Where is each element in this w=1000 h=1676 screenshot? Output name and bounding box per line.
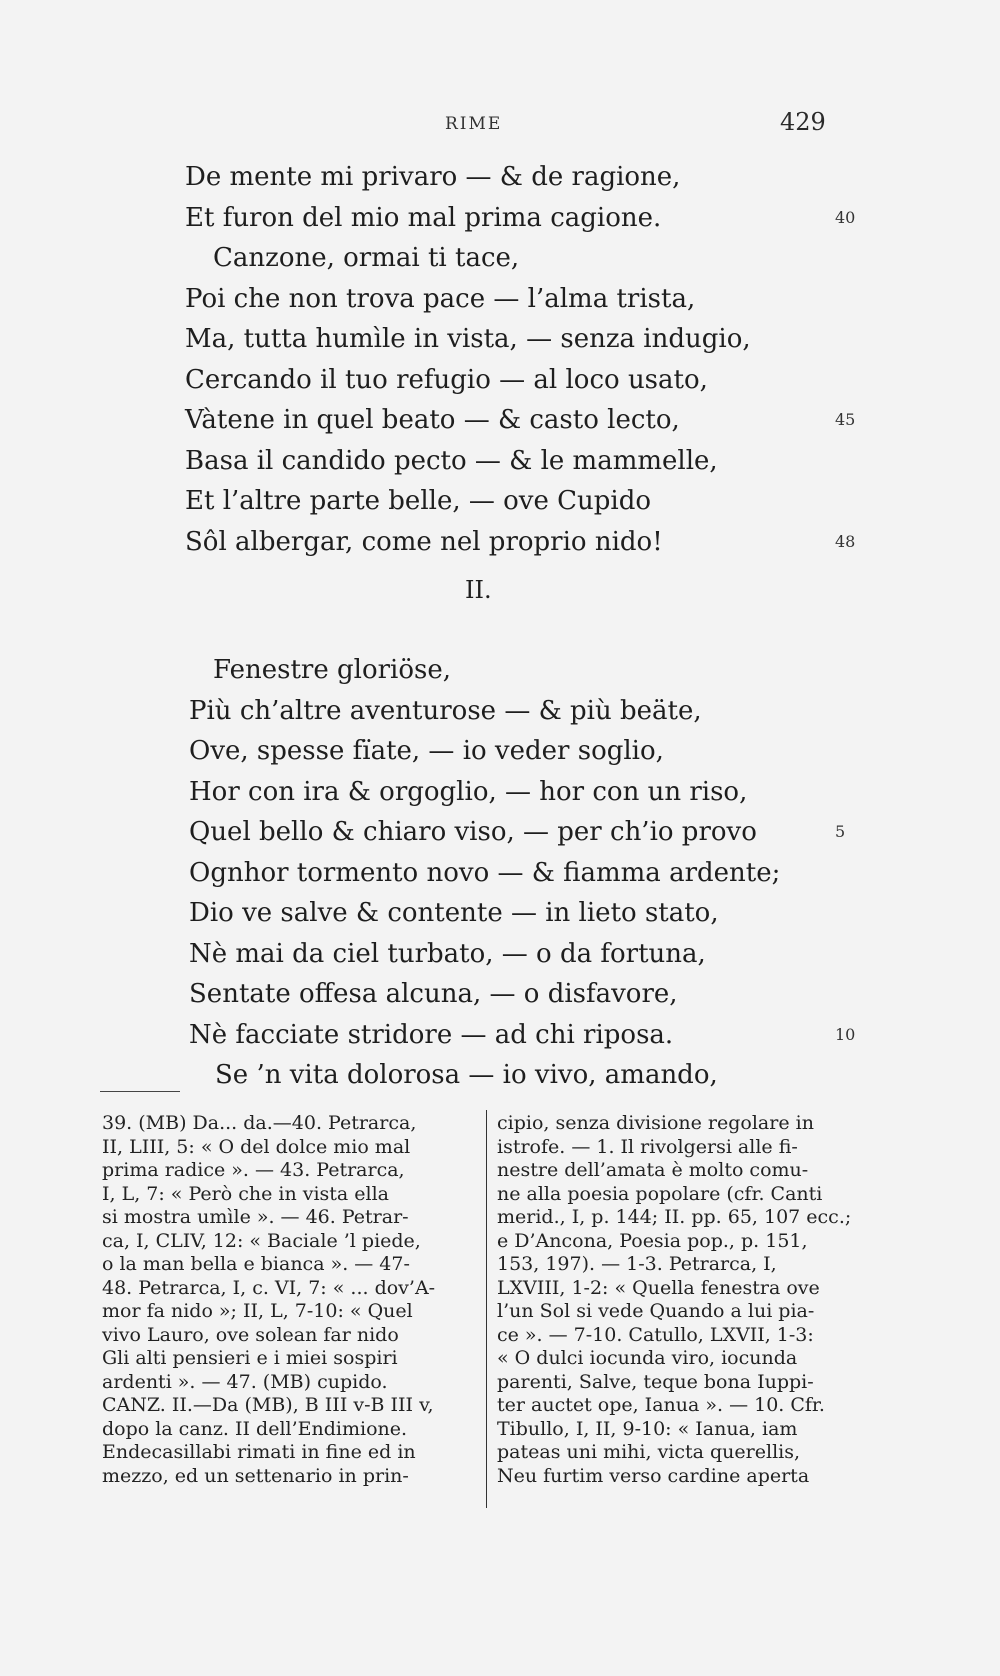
verse-line xyxy=(0,974,1000,1015)
footnote-line: II, LIII, 5: « O del dolce mio mal xyxy=(102,1135,411,1158)
verse-line xyxy=(0,934,1000,975)
footnote-line: ce ». — 7-10. Catullo, LXVII, 1-3: xyxy=(497,1323,814,1346)
verse-text: Ma, tutta humìle in vista, — senza indugio, xyxy=(185,324,751,354)
footnote-line: Endecasillabi rimati in fine ed in xyxy=(102,1441,416,1463)
verse-line xyxy=(0,772,1000,813)
poem-stanza-end xyxy=(0,157,1000,562)
verse-text: Ognhor tormento novo — & fiamma ardente; xyxy=(189,857,781,888)
verse-text: Vàtene in quel beato — & casto lecto, xyxy=(185,405,680,435)
poem-ii xyxy=(0,650,1000,1096)
verse-line xyxy=(0,279,1000,320)
footnote-line: 153, 197). — 1-3. Petrarca, I, xyxy=(497,1253,777,1275)
verse-line xyxy=(0,481,1000,522)
verse-line xyxy=(0,650,1000,691)
footnote-line: nestre dell’amata è molto comu- xyxy=(497,1159,809,1181)
footnotes-right-column xyxy=(497,1112,869,1488)
running-title: RIME xyxy=(445,114,503,134)
footnote-line: « O dulci iocunda viro, iocunda xyxy=(497,1347,798,1369)
footnote-line: Neu furtim verso cardine aperta xyxy=(497,1464,810,1487)
verse-line xyxy=(0,691,1000,732)
footnote-line: I, L, 7: « Però che in vista ella xyxy=(102,1182,390,1205)
line-number: 45 xyxy=(835,410,856,429)
verse-text: Et l’altre parte belle, — ove Cupido xyxy=(185,486,652,516)
line-number: 40 xyxy=(835,207,856,227)
verse-text: Hor con ira & orgoglio, — hor con un riso, xyxy=(189,776,748,807)
footnote-line: parenti, Salve, teque bona Iuppi- xyxy=(497,1370,814,1393)
verse-line xyxy=(0,1055,1000,1096)
verse-text: Canzone, ormai ti tace, xyxy=(213,243,520,273)
page-number: 429 xyxy=(780,108,826,136)
verse-text: Più ch’altre aventurose — & più beäte, xyxy=(189,695,702,726)
verse-line xyxy=(0,400,1000,441)
footnote-line: 39. (MB) Da... da.—40. Petrarca, xyxy=(102,1112,417,1134)
verse-line xyxy=(0,893,1000,934)
footnote-line: prima radice ». — 43. Petrarca, xyxy=(102,1159,405,1181)
line-number: 48 xyxy=(835,531,856,551)
section-number: II. xyxy=(465,576,492,604)
footnote-rule xyxy=(100,1091,180,1092)
footnote-line: ardenti ». — 47. (MB) cupido. xyxy=(102,1370,388,1393)
footnote-line: istrofe. — 1. Il rivolgersi alle fi- xyxy=(497,1135,798,1158)
footnote-line: ter auctet ope, Ianua ». — 10. Cfr. xyxy=(497,1394,825,1416)
verse-line xyxy=(0,731,1000,772)
footnote-line: o la man bella e bianca ». — 47- xyxy=(102,1253,410,1275)
footnote-line: si mostra umìle ». — 46. Petrar- xyxy=(102,1206,409,1228)
verse-line xyxy=(0,853,1000,894)
verse-text: Et furon del mio mal prima cagione. xyxy=(185,202,662,233)
footnote-line: LXVIII, 1-2: « Quella fenestra ove xyxy=(497,1276,820,1299)
verse-text: Quel bello & chiaro viso, — per ch’io provo xyxy=(189,817,757,847)
verse-line xyxy=(0,441,1000,482)
verse-line xyxy=(0,319,1000,360)
column-divider xyxy=(486,1110,487,1508)
footnote-line: ca, I, CLIV, 12: « Baciale ’l piede, xyxy=(102,1229,421,1252)
footnote-line: vivo Lauro, ove solean far nido xyxy=(102,1323,399,1346)
verse-line xyxy=(0,238,1000,279)
verse-text: Sôl albergar, come nel proprio nido! xyxy=(185,526,663,557)
verse-text: Cercando il tuo refugio — al loco usato, xyxy=(185,364,708,395)
verse-text: Poi che non trova pace — l’alma trista, xyxy=(185,283,696,314)
verse-line xyxy=(0,360,1000,401)
verse-text: Fenestre gloriöse, xyxy=(213,655,452,685)
verse-line xyxy=(0,157,1000,198)
footnote-line: Tibullo, I, II, 9-10: « Ianua, iam xyxy=(497,1417,798,1440)
verse-text: Basa il candido pecto — & le mammelle, xyxy=(185,445,718,476)
verse-text: Sentate offesa alcuna, — o disfavore, xyxy=(189,979,678,1009)
footnote-line: cipio, senza divisione regolare in xyxy=(497,1112,814,1134)
verse-text: Nè mai da ciel turbato, — o da fortuna, xyxy=(189,938,706,969)
verse-text: Nè facciate stridore — ad chi riposa. xyxy=(189,1019,674,1050)
footnote-line: mezzo, ed un settenario in prin- xyxy=(102,1464,409,1487)
verse-text: Se ’n vita dolorosa — io vivo, amando, xyxy=(215,1060,718,1090)
footnote-line: l’un Sol si vede Quando a lui pia- xyxy=(497,1300,815,1322)
footnote-line: ne alla poesia popolare (cfr. Canti xyxy=(497,1182,823,1205)
verse-text: Ove, spesse fïate, — io veder soglio, xyxy=(189,736,664,766)
verse-line xyxy=(0,198,1000,239)
verse-line xyxy=(0,1015,1000,1056)
footnote-line: CANZ. II.—Da (MB), B III v-B III v, xyxy=(102,1394,434,1416)
footnote-line: pateas uni mihi, victa querellis, xyxy=(497,1441,801,1463)
footnote-line: dopo la canz. II dell’Endimione. xyxy=(102,1417,408,1440)
verse-text: De mente mi privaro — & de ragione, xyxy=(185,162,681,192)
footnote-line: e D’Ancona, Poesia pop., p. 151, xyxy=(497,1229,808,1252)
footnote-line: Gli alti pensieri e i miei sospiri xyxy=(102,1347,398,1369)
verse-line xyxy=(0,812,1000,853)
line-number: 10 xyxy=(835,1024,856,1044)
verse-text: Dio ve salve & contente — in lieto stato, xyxy=(189,898,719,928)
footnote-line: merid., I, p. 144; II. pp. 65, 107 ecc.; xyxy=(497,1206,852,1228)
footnote-line: 48. Petrarca, I, c. VI, 7: « ... dov’A- xyxy=(102,1276,436,1299)
line-number: 5 xyxy=(835,822,846,841)
verse-line xyxy=(0,522,1000,563)
footnote-line: mor fa nido »; II, L, 7-10: « Quel xyxy=(102,1300,413,1322)
footnotes-left-column xyxy=(102,1112,474,1488)
